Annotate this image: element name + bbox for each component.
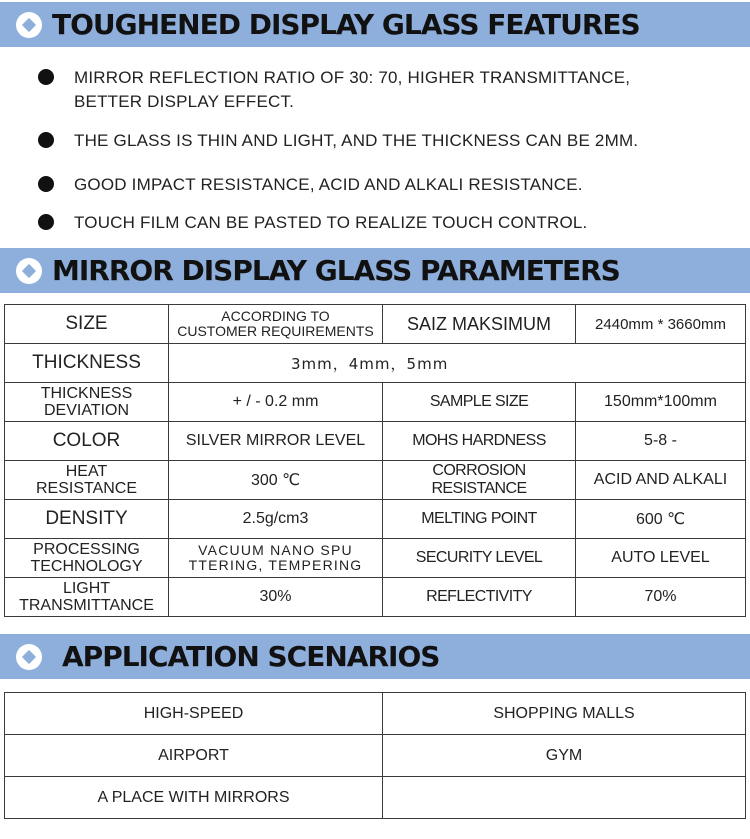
diamond-icon [16, 12, 42, 38]
table-row [5, 578, 746, 617]
table-row [5, 693, 746, 735]
sample-size-value: 150mm*100mm [576, 383, 746, 422]
corrosion-value: ACID AND ALKALI [576, 461, 746, 500]
applications-title: APPLICATION SCENARIOS [62, 640, 440, 673]
transmittance-value: 30% [169, 578, 383, 617]
reflectivity-label: REFLECTIVITY [383, 578, 576, 617]
size-label: SIZE [5, 305, 169, 344]
feature-item [38, 211, 587, 235]
melting-point-label: MELTING POINT [383, 500, 576, 539]
reflectivity-value: 70% [576, 578, 746, 617]
feature-item [38, 173, 583, 197]
hardness-value: 5-8 - [576, 422, 746, 461]
application-cell: A PLACE WITH MIRRORS [5, 777, 383, 819]
heat-value: 300 ℃ [169, 461, 383, 500]
features-banner [0, 2, 750, 47]
melting-point-value: 600 ℃ [576, 500, 746, 539]
parameters-title: MIRROR DISPLAY GLASS PARAMETERS [52, 254, 620, 287]
security-level-value: AUTO LEVEL [576, 539, 746, 578]
table-row [5, 305, 746, 344]
density-value: 2.5g/cm3 [169, 500, 383, 539]
size-value: ACCORDING TO CUSTOMER REQUIREMENTS [169, 305, 383, 344]
table-row [5, 461, 746, 500]
application-cell: GYM [383, 735, 746, 777]
thickness-value: 3mm，4mm，5mm [169, 344, 746, 383]
applications-banner [0, 634, 750, 679]
feature-text: TOUCH FILM CAN BE PASTED TO REALIZE TOUCH CONTROL. [74, 213, 588, 232]
application-cell: HIGH-SPEED [5, 693, 383, 735]
deviation-value: + / - 0.2 mm [169, 383, 383, 422]
table-row [5, 735, 746, 777]
table-row [5, 344, 746, 383]
applications-table [4, 692, 746, 819]
max-size-label: SAIZ MAKSIMUM [383, 305, 576, 344]
sample-size-label: SAMPLE SIZE [383, 383, 576, 422]
application-cell [383, 777, 746, 819]
feature-text: GOOD IMPACT RESISTANCE, ACID AND ALKALI RESISTANCE. [74, 175, 583, 194]
hardness-label: MOHS HARDNESS [383, 422, 576, 461]
table-row [5, 777, 746, 819]
light-label: LIGHT TRANSMITTANCE [5, 578, 169, 617]
feature-text: MIRROR REFLECTION RATIO OF 30: 70, HIGHER TRANSMITTANCE, [74, 68, 631, 87]
bullet-icon [38, 176, 54, 192]
bullet-icon [38, 132, 54, 148]
color-value: SILVER MIRROR LEVEL [169, 422, 383, 461]
feature-item [38, 129, 638, 153]
features-title: TOUGHENED DISPLAY GLASS FEATURES [52, 8, 640, 41]
table-row [5, 500, 746, 539]
corrosion-label: CORROSION RESISTANCE [383, 461, 576, 500]
diamond-icon [16, 644, 42, 670]
feature-text-cont: BETTER DISPLAY EFFECT. [74, 92, 295, 111]
processing-value: VACUUM NANO SPU TTERING, TEMPERING [169, 539, 383, 578]
application-cell: AIRPORT [5, 735, 383, 777]
density-label: DENSITY [5, 500, 169, 539]
table-row [5, 539, 746, 578]
max-size-value: 2440mm * 3660mm [576, 305, 746, 344]
heat-label: HEAT RESISTANCE [5, 461, 169, 500]
processing-label: PROCESSING TECHNOLOGY [5, 539, 169, 578]
color-label: COLOR [5, 422, 169, 461]
feature-text: THE GLASS IS THIN AND LIGHT, AND THE THICKNESS CAN BE 2MM. [74, 131, 639, 150]
deviation-label: THICKNESS DEVIATION [5, 383, 169, 422]
table-row [5, 383, 746, 422]
bullet-icon [38, 214, 54, 230]
thickness-label: THICKNESS [5, 344, 169, 383]
application-cell: SHOPPING MALLS [383, 693, 746, 735]
security-level-label: SECURITY LEVEL [383, 539, 576, 578]
bullet-icon [38, 69, 54, 85]
parameters-banner [0, 248, 750, 293]
feature-item [38, 66, 630, 114]
diamond-icon [16, 258, 42, 284]
table-row [5, 422, 746, 461]
parameters-table [4, 304, 746, 617]
